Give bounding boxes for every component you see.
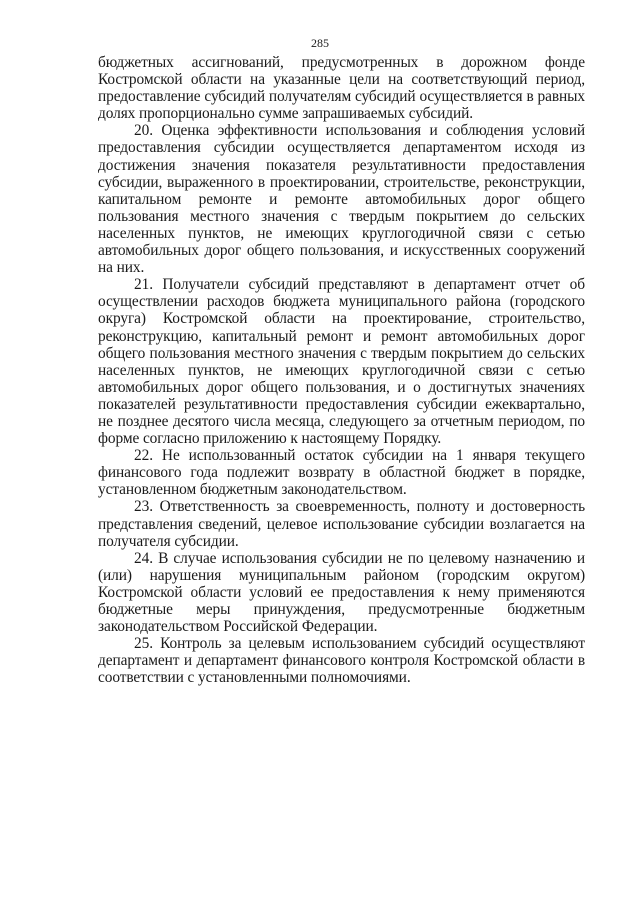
paragraph-24: 24. В случае использования субсидии не по целевому назначению и (или) нарушения муниципальным районом (городским округом) Костромской области условий ее предоставления к нему применяются бюджетные меры принуждения, предусмотренные бюджетным законодательством Российской Федерации. xyxy=(98,549,585,636)
document-body xyxy=(98,54,585,686)
paragraph-23: 23. Ответственность за своевременность, полноту и достоверность представления сведений, целевое использование субсидии возлагается на получателя субсидии. xyxy=(98,498,585,550)
page-number: 285 xyxy=(311,36,329,50)
paragraph-22: 22. Не использованный остаток субсидии на 1 января текущего финансового года подлежит возврату в областной бюджет в порядке, установленном бюджетным законодательством. xyxy=(98,447,585,499)
paragraph-20: 20. Оценка эффективности использования и соблюдения условий предоставления субсидии осуществляется департаментом исходя из достижения значения показателя результативности предоставления субсидии, выраженного в проектировании, строительстве, реконструкции, капитальном ремонте и ремонте автомобильных дорог общего пользования местного значения с твердым покрытием до сельских населенных пунктов, не имеющих круглогодичной связи с сетью автомобильных дорог общего пользования, и искусственных сооружений на них. xyxy=(98,122,585,277)
paragraph-continuation: бюджетных ассигнований, предусмотренных в дорожном фонде Костромской области на указанные цели на соответствующий период, предоставление субсидий получателям субсидий осуществляется в равных долях пропорционально сумме запрашиваемых субсидий. xyxy=(98,54,585,123)
paragraph-25: 25. Контроль за целевым использованием субсидий осуществляют департамент и департамент финансового контроля Костромской области в соответствии с установленными полномочиями. xyxy=(98,635,585,687)
paragraph-21: 21. Получатели субсидий представляют в департамент отчет об осуществлении расходов бюджета муниципального района (городского округа) Костромской области на проектирование, строительство, реконструкцию, капитальный ремонт и ремонт автомобильных дорог общего пользования местного значения с твердым покрытием до сельских населенных пунктов, не имеющих круглогодичной связи с сетью автомобильных дорог общего пользования, и о достигнутых значениях показателей результативности предоставления субсидии ежеквартально, не позднее десятого числа месяца, следующего за отчетным периодом, по форме согласно приложению к настоящему Порядку. xyxy=(98,276,585,448)
